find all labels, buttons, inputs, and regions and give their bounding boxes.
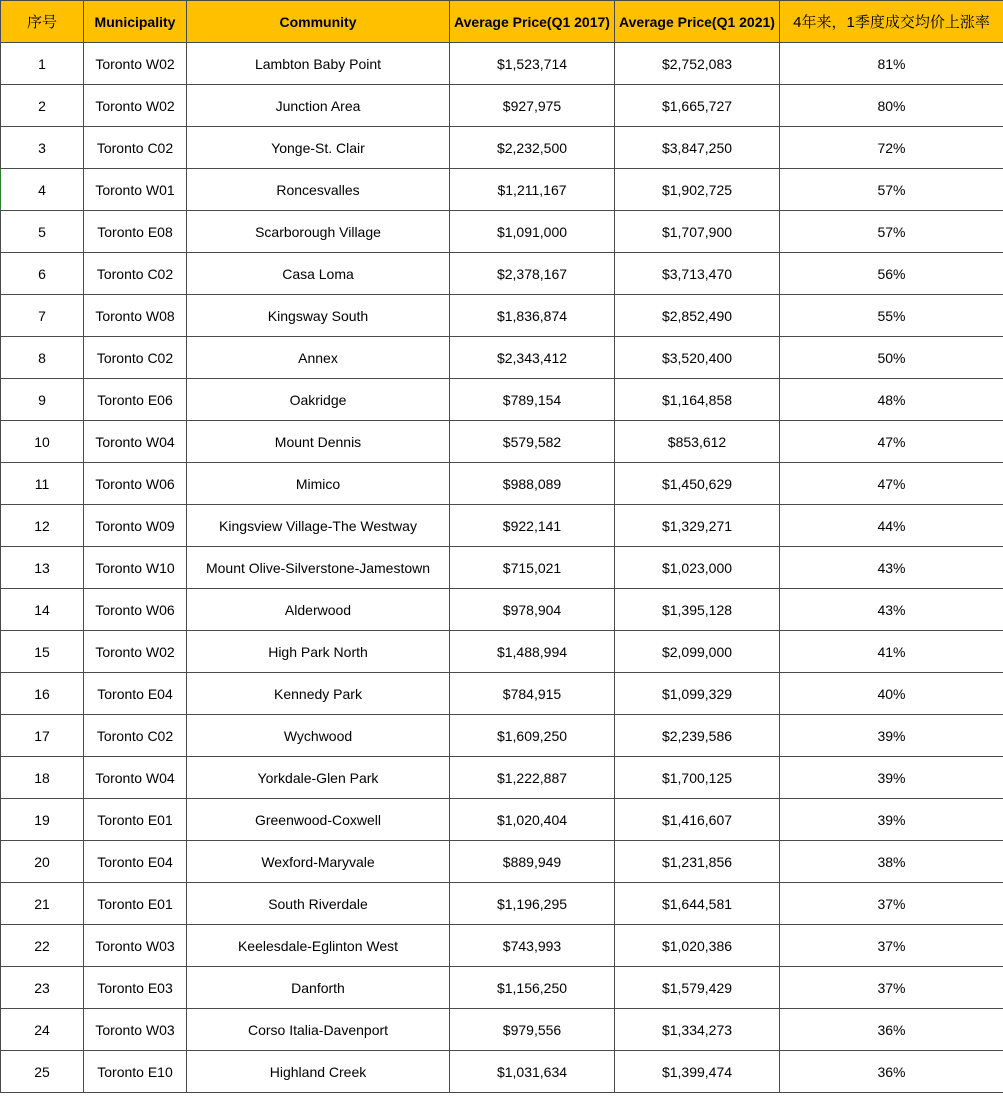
cell-index[interactable]: 3 xyxy=(1,127,84,169)
cell-municipality[interactable]: Toronto W01 xyxy=(84,169,187,211)
cell-increase-rate[interactable]: 36% xyxy=(780,1051,1003,1093)
cell-index[interactable]: 10 xyxy=(1,421,84,463)
table-row xyxy=(1,463,1003,505)
table-row xyxy=(1,631,1003,673)
cell-community[interactable]: Greenwood-Coxwell xyxy=(187,799,450,841)
cell-municipality[interactable]: Toronto C02 xyxy=(84,127,187,169)
cell-price-2017[interactable]: $889,949 xyxy=(450,841,615,883)
cell-increase-rate[interactable]: 39% xyxy=(780,715,1003,757)
cell-price-2017[interactable]: $789,154 xyxy=(450,379,615,421)
cell-price-2021[interactable]: $1,700,125 xyxy=(615,757,780,799)
cell-price-2021[interactable]: $1,579,429 xyxy=(615,967,780,1009)
cell-index[interactable]: 2 xyxy=(1,85,84,127)
cell-community[interactable]: Lambton Baby Point xyxy=(187,43,450,85)
table-row xyxy=(1,85,1003,127)
cell-community[interactable]: Annex xyxy=(187,337,450,379)
cell-price-2021[interactable]: $1,399,474 xyxy=(615,1051,780,1093)
cell-index[interactable]: 23 xyxy=(1,967,84,1009)
cell-price-2021[interactable]: $1,023,000 xyxy=(615,547,780,589)
cell-increase-rate[interactable]: 41% xyxy=(780,631,1003,673)
cell-community[interactable]: South Riverdale xyxy=(187,883,450,925)
cell-municipality[interactable]: Toronto C02 xyxy=(84,337,187,379)
cell-community[interactable]: Kingsway South xyxy=(187,295,450,337)
header-price-2021[interactable]: Average Price(Q1 2021) xyxy=(615,1,780,43)
cell-municipality[interactable]: Toronto W02 xyxy=(84,43,187,85)
cell-community[interactable]: Kingsview Village-The Westway xyxy=(187,505,450,547)
cell-index[interactable]: 24 xyxy=(1,1009,84,1051)
table-row xyxy=(1,883,1003,925)
cell-municipality[interactable]: Toronto E03 xyxy=(84,967,187,1009)
cell-price-2021[interactable]: $3,847,250 xyxy=(615,127,780,169)
cell-increase-rate[interactable]: 40% xyxy=(780,673,1003,715)
cell-price-2021[interactable]: $2,852,490 xyxy=(615,295,780,337)
header-index[interactable]: 序号 xyxy=(1,1,84,43)
table-body xyxy=(1,43,1003,1093)
cell-increase-rate[interactable]: 37% xyxy=(780,883,1003,925)
cell-municipality[interactable]: Toronto W06 xyxy=(84,463,187,505)
table-row xyxy=(1,379,1003,421)
cell-price-2017[interactable]: $2,343,412 xyxy=(450,337,615,379)
cell-index[interactable]: 15 xyxy=(1,631,84,673)
cell-community[interactable]: Wexford-Maryvale xyxy=(187,841,450,883)
cell-index[interactable]: 16 xyxy=(1,673,84,715)
cell-index[interactable]: 21 xyxy=(1,883,84,925)
cell-increase-rate[interactable]: 56% xyxy=(780,253,1003,295)
cell-community[interactable]: Corso Italia-Davenport xyxy=(187,1009,450,1051)
cell-price-2017[interactable]: $979,556 xyxy=(450,1009,615,1051)
cell-price-2017[interactable]: $927,975 xyxy=(450,85,615,127)
cell-municipality[interactable]: Toronto W04 xyxy=(84,421,187,463)
cell-price-2017[interactable]: $1,211,167 xyxy=(450,169,615,211)
header-municipality[interactable]: Municipality xyxy=(84,1,187,43)
table-row xyxy=(1,43,1003,85)
cell-increase-rate[interactable]: 38% xyxy=(780,841,1003,883)
cell-price-2017[interactable]: $988,089 xyxy=(450,463,615,505)
cell-municipality[interactable]: Toronto W03 xyxy=(84,1009,187,1051)
cell-price-2021[interactable]: $2,752,083 xyxy=(615,43,780,85)
cell-index[interactable]: 18 xyxy=(1,757,84,799)
cell-price-2017[interactable]: $1,091,000 xyxy=(450,211,615,253)
cell-increase-rate[interactable]: 39% xyxy=(780,757,1003,799)
cell-price-2017[interactable]: $2,378,167 xyxy=(450,253,615,295)
cell-community[interactable]: Mount Olive-Silverstone-Jamestown xyxy=(187,547,450,589)
cell-index[interactable]: 11 xyxy=(1,463,84,505)
cell-community[interactable]: High Park North xyxy=(187,631,450,673)
cell-community[interactable]: Yorkdale-Glen Park xyxy=(187,757,450,799)
cell-index[interactable]: 5 xyxy=(1,211,84,253)
cell-municipality[interactable]: Toronto W03 xyxy=(84,925,187,967)
cell-increase-rate[interactable]: 50% xyxy=(780,337,1003,379)
cell-municipality[interactable]: Toronto E06 xyxy=(84,379,187,421)
cell-increase-rate[interactable]: 37% xyxy=(780,925,1003,967)
cell-price-2021[interactable]: $3,713,470 xyxy=(615,253,780,295)
cell-price-2017[interactable]: $1,609,250 xyxy=(450,715,615,757)
cell-index[interactable]: 25 xyxy=(1,1051,84,1093)
table-row xyxy=(1,127,1003,169)
table-row xyxy=(1,421,1003,463)
cell-price-2021[interactable]: $2,099,000 xyxy=(615,631,780,673)
cell-index[interactable]: 8 xyxy=(1,337,84,379)
cell-price-2021[interactable]: $1,164,858 xyxy=(615,379,780,421)
cell-municipality[interactable]: Toronto E01 xyxy=(84,799,187,841)
cell-index[interactable]: 14 xyxy=(1,589,84,631)
cell-index[interactable]: 1 xyxy=(1,43,84,85)
cell-index[interactable]: 12 xyxy=(1,505,84,547)
table-row xyxy=(1,757,1003,799)
cell-municipality[interactable]: Toronto W09 xyxy=(84,505,187,547)
cell-community[interactable]: Oakridge xyxy=(187,379,450,421)
cell-community[interactable]: Mimico xyxy=(187,463,450,505)
cell-community[interactable]: Danforth xyxy=(187,967,450,1009)
table-row xyxy=(1,1051,1003,1093)
cell-price-2017[interactable]: $784,915 xyxy=(450,673,615,715)
header-community[interactable]: Community xyxy=(187,1,450,43)
cell-increase-rate[interactable]: 47% xyxy=(780,463,1003,505)
cell-price-2021[interactable]: $1,644,581 xyxy=(615,883,780,925)
cell-increase-rate[interactable]: 43% xyxy=(780,589,1003,631)
table-row xyxy=(1,253,1003,295)
cell-price-2017[interactable]: $1,836,874 xyxy=(450,295,615,337)
cell-community[interactable]: Wychwood xyxy=(187,715,450,757)
cell-municipality[interactable]: Toronto W02 xyxy=(84,85,187,127)
cell-community[interactable]: Kennedy Park xyxy=(187,673,450,715)
cell-price-2021[interactable]: $2,239,586 xyxy=(615,715,780,757)
table-row xyxy=(1,925,1003,967)
cell-increase-rate[interactable]: 81% xyxy=(780,43,1003,85)
cell-price-2021[interactable]: $1,707,900 xyxy=(615,211,780,253)
cell-increase-rate[interactable]: 44% xyxy=(780,505,1003,547)
cell-municipality[interactable]: Toronto E01 xyxy=(84,883,187,925)
cell-price-2017[interactable]: $1,020,404 xyxy=(450,799,615,841)
cell-community[interactable]: Scarborough Village xyxy=(187,211,450,253)
cell-increase-rate[interactable]: 36% xyxy=(780,1009,1003,1051)
cell-index[interactable]: 13 xyxy=(1,547,84,589)
cell-index[interactable]: 22 xyxy=(1,925,84,967)
cell-price-2017[interactable]: $978,904 xyxy=(450,589,615,631)
cell-community[interactable]: Keelesdale-Eglinton West xyxy=(187,925,450,967)
cell-increase-rate[interactable]: 55% xyxy=(780,295,1003,337)
cell-price-2021[interactable]: $3,520,400 xyxy=(615,337,780,379)
cell-municipality[interactable]: Toronto E10 xyxy=(84,1051,187,1093)
cell-price-2021[interactable]: $1,231,856 xyxy=(615,841,780,883)
table-row xyxy=(1,211,1003,253)
table-row xyxy=(1,799,1003,841)
cell-price-2021[interactable]: $1,416,607 xyxy=(615,799,780,841)
table-row xyxy=(1,967,1003,1009)
table-row xyxy=(1,337,1003,379)
cell-increase-rate[interactable]: 43% xyxy=(780,547,1003,589)
cell-index[interactable]: 19 xyxy=(1,799,84,841)
cell-index[interactable]: 9 xyxy=(1,379,84,421)
cell-price-2021[interactable]: $1,902,725 xyxy=(615,169,780,211)
cell-community[interactable]: Alderwood xyxy=(187,589,450,631)
cell-price-2021[interactable]: $1,334,273 xyxy=(615,1009,780,1051)
cell-price-2021[interactable]: $1,450,629 xyxy=(615,463,780,505)
cell-price-2017[interactable]: $1,156,250 xyxy=(450,967,615,1009)
cell-index[interactable]: 4 xyxy=(1,169,84,211)
cell-community[interactable]: Casa Loma xyxy=(187,253,450,295)
table-row xyxy=(1,295,1003,337)
header-row xyxy=(1,1,1003,43)
cell-community[interactable]: Roncesvalles xyxy=(187,169,450,211)
cell-municipality[interactable]: Toronto W08 xyxy=(84,295,187,337)
cell-price-2017[interactable]: $1,488,994 xyxy=(450,631,615,673)
cell-community[interactable]: Yonge-St. Clair xyxy=(187,127,450,169)
cell-community[interactable]: Highland Creek xyxy=(187,1051,450,1093)
cell-municipality[interactable]: Toronto W06 xyxy=(84,589,187,631)
cell-community[interactable]: Mount Dennis xyxy=(187,421,450,463)
cell-price-2021[interactable]: $1,020,386 xyxy=(615,925,780,967)
cell-price-2021[interactable]: $1,665,727 xyxy=(615,85,780,127)
cell-index[interactable]: 20 xyxy=(1,841,84,883)
cell-price-2017[interactable]: $922,141 xyxy=(450,505,615,547)
header-increase-rate[interactable]: 4年来，1季度成交均价上涨率 xyxy=(780,1,1003,43)
table-row xyxy=(1,589,1003,631)
cell-price-2017[interactable]: $715,021 xyxy=(450,547,615,589)
cell-price-2021[interactable]: $1,395,128 xyxy=(615,589,780,631)
cell-price-2017[interactable]: $1,196,295 xyxy=(450,883,615,925)
cell-municipality[interactable]: Toronto E04 xyxy=(84,841,187,883)
table-row xyxy=(1,841,1003,883)
table-row xyxy=(1,1009,1003,1051)
table-row xyxy=(1,547,1003,589)
cell-price-2021[interactable]: $1,099,329 xyxy=(615,673,780,715)
cell-price-2021[interactable]: $1,329,271 xyxy=(615,505,780,547)
cell-increase-rate[interactable]: 39% xyxy=(780,799,1003,841)
cell-increase-rate[interactable]: 48% xyxy=(780,379,1003,421)
cell-municipality[interactable]: Toronto W10 xyxy=(84,547,187,589)
cell-municipality[interactable]: Toronto E04 xyxy=(84,673,187,715)
cell-price-2017[interactable]: $579,582 xyxy=(450,421,615,463)
cell-price-2017[interactable]: $1,222,887 xyxy=(450,757,615,799)
cell-price-2017[interactable]: $2,232,500 xyxy=(450,127,615,169)
cell-municipality[interactable]: Toronto C02 xyxy=(84,715,187,757)
cell-municipality[interactable]: Toronto W04 xyxy=(84,757,187,799)
cell-index[interactable]: 6 xyxy=(1,253,84,295)
table-row xyxy=(1,715,1003,757)
header-price-2017[interactable]: Average Price(Q1 2017) xyxy=(450,1,615,43)
cell-increase-rate[interactable]: 37% xyxy=(780,967,1003,1009)
cell-index[interactable]: 7 xyxy=(1,295,84,337)
cell-index[interactable]: 17 xyxy=(1,715,84,757)
cell-increase-rate[interactable]: 80% xyxy=(780,85,1003,127)
cell-increase-rate[interactable]: 47% xyxy=(780,421,1003,463)
cell-increase-rate[interactable]: 57% xyxy=(780,211,1003,253)
cell-municipality[interactable]: Toronto C02 xyxy=(84,253,187,295)
table-row xyxy=(1,673,1003,715)
cell-price-2017[interactable]: $1,031,634 xyxy=(450,1051,615,1093)
cell-increase-rate[interactable]: 72% xyxy=(780,127,1003,169)
cell-municipality[interactable]: Toronto E08 xyxy=(84,211,187,253)
cell-increase-rate[interactable]: 57% xyxy=(780,169,1003,211)
table-row xyxy=(1,169,1003,211)
cell-price-2017[interactable]: $1,523,714 xyxy=(450,43,615,85)
cell-community[interactable]: Junction Area xyxy=(187,85,450,127)
cell-municipality[interactable]: Toronto W02 xyxy=(84,631,187,673)
cell-price-2021[interactable]: $853,612 xyxy=(615,421,780,463)
table-row xyxy=(1,505,1003,547)
cell-price-2017[interactable]: $743,993 xyxy=(450,925,615,967)
